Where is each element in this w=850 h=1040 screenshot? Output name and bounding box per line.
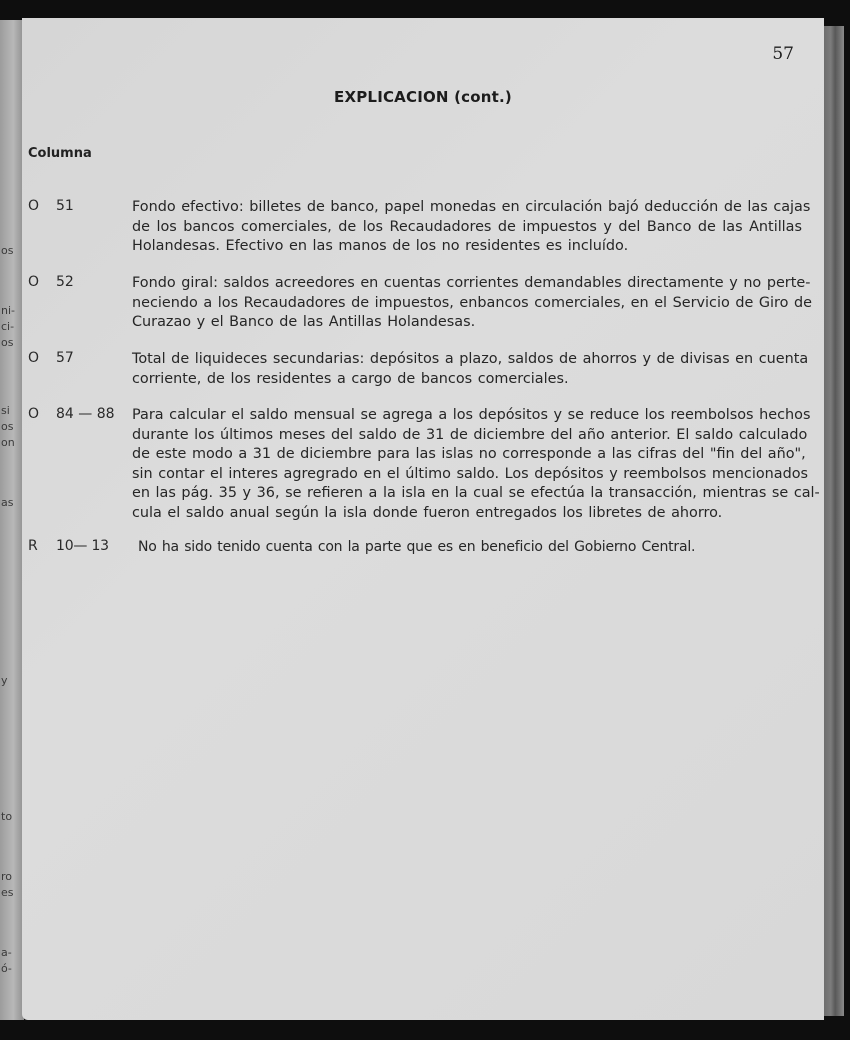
- entry-line: de este modo a 31 de diciembre para las islas no corresponde a las cifras del "fin del año",: [132, 446, 806, 462]
- entry-column-number: 57: [56, 350, 74, 366]
- left-page-fragment: a-: [1, 946, 12, 959]
- entry-line: Curazao y el Banco de las Antillas Holandesas.: [132, 314, 476, 330]
- document-page: [22, 18, 824, 1020]
- left-page-fragment: es: [1, 886, 14, 899]
- entry-column-number: 84 — 88: [56, 406, 115, 422]
- left-page-fragment: ni-: [1, 304, 15, 317]
- entry-prefix: O: [28, 198, 40, 214]
- entry-code: [28, 406, 115, 422]
- left-page-fragment: os: [1, 420, 14, 433]
- entry-description: [132, 350, 809, 389]
- entry-code: [28, 198, 74, 214]
- entry-prefix: O: [28, 406, 40, 422]
- entry-prefix: O: [28, 350, 40, 366]
- entry-line: Fondo giral: saldos acreedores en cuentas corrientes demandables directamente y no perte-: [132, 275, 811, 291]
- entry-line: durante los últimos meses del saldo de 31 de diciembre del año anterior. El saldo calculado: [132, 426, 808, 443]
- left-page-fragment: on: [1, 436, 15, 449]
- left-page-fragment: as: [1, 496, 14, 509]
- entry-column-number: 51: [56, 198, 74, 214]
- left-page-fragment: si: [1, 404, 10, 417]
- left-page-fragment: to: [1, 810, 13, 823]
- entry-line: neciendo a los Recaudadores de impuestos, enbancos comerciales, en el Servicio de Giro de: [132, 294, 813, 311]
- entry-line: Fondo efectivo: billetes de banco, papel monedas en circulación bajó deducción de las cajas: [132, 199, 811, 215]
- left-page-fragment: y: [1, 674, 8, 687]
- page-title: EXPLICACION (cont.): [334, 88, 512, 106]
- entry-line: sin contar el interes agregrado en el último saldo. Los depósitos y reembolsos mencionados: [132, 465, 809, 482]
- entry-description: [132, 406, 820, 523]
- entry-line: cula el saldo anual según la isla donde fueron entregados los libretes de ahorro.: [132, 504, 723, 521]
- left-page-fragment: ó-: [1, 962, 12, 975]
- entry-description: [132, 198, 811, 257]
- entry-description: [138, 538, 808, 558]
- entry-line: de los bancos comerciales, de los Recaudadores de impuestos y del Banco de las Antillas: [132, 218, 802, 235]
- entry-line: en las pág. 35 y 36, se refieren a la isla en la cual se efectúa la transacción, mientras se cal-: [132, 485, 820, 501]
- entry-column-number: 10— 13: [56, 538, 109, 554]
- entry-code: [28, 538, 109, 554]
- left-page-fragment: ro: [1, 870, 13, 883]
- entry-line: Para calcular el saldo mensual se agrega a los depósitos y se reduce los reembolsos hechos: [132, 407, 811, 423]
- entry-code: [28, 274, 74, 290]
- previous-page-edge: [0, 20, 24, 1020]
- entry-column-number: 52: [56, 274, 74, 290]
- book-page-stack-edge: [822, 26, 844, 1016]
- entry-prefix: R: [28, 538, 38, 554]
- left-page-fragment: os: [1, 336, 14, 349]
- entry-line: Total de liquideces secundarias: depósitos a plazo, saldos de ahorros y de divisas en cuenta: [132, 351, 809, 367]
- page-number: 57: [772, 44, 794, 64]
- column-header: Columna: [28, 146, 92, 161]
- entry-line: Holandesas. Efectivo en las manos de los no residentes es incluído.: [132, 238, 629, 254]
- entry-description: [132, 274, 813, 333]
- entry-line: No ha sido tenido cuenta con la parte que es en beneficio del Gobierno Central.: [138, 539, 696, 555]
- left-page-fragment: ci-: [1, 320, 15, 333]
- left-page-fragment: os: [1, 244, 14, 257]
- entry-line: corriente, de los residentes a cargo de bancos comerciales.: [132, 370, 569, 387]
- entry-code: [28, 350, 74, 366]
- entry-prefix: O: [28, 274, 40, 290]
